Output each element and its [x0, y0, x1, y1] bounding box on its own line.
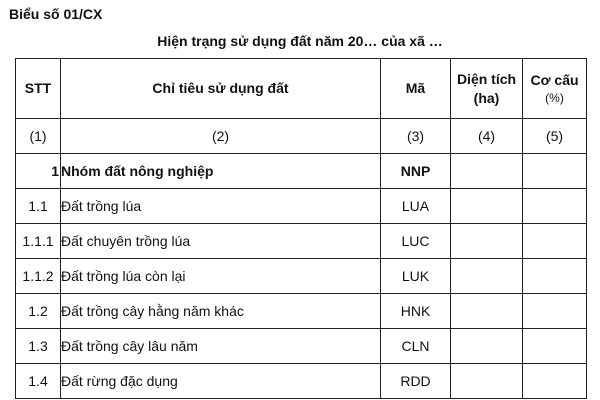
document-title: Hiện trạng sử dụng đất năm 20… của xã …	[157, 33, 443, 49]
row-indicator: Đất rừng đặc dụng	[61, 364, 381, 399]
table-row	[16, 189, 587, 224]
row-code: HNK	[381, 294, 451, 329]
column-number: (2)	[61, 119, 381, 154]
column-number: (3)	[381, 119, 451, 154]
form-code: Biểu số 01/CX	[9, 6, 103, 22]
row-indicator: Nhóm đất nông nghiệp	[61, 154, 381, 189]
row-stt: 1.1.2	[16, 259, 61, 294]
row-code: CLN	[381, 329, 451, 364]
row-area	[451, 294, 523, 329]
row-area	[451, 329, 523, 364]
row-structure	[523, 224, 587, 259]
header-structure-unit: (%)	[545, 90, 564, 105]
row-structure	[523, 364, 587, 399]
header-structure	[523, 59, 587, 119]
column-number: (1)	[16, 119, 61, 154]
header-area: Diện tích (ha)	[451, 59, 523, 119]
table-row	[16, 364, 587, 399]
row-structure	[523, 259, 587, 294]
column-number: (5)	[523, 119, 587, 154]
row-code: LUA	[381, 189, 451, 224]
row-stt: 1	[16, 154, 61, 189]
row-structure	[523, 294, 587, 329]
row-structure	[523, 154, 587, 189]
row-structure	[523, 329, 587, 364]
row-stt: 1.1.1	[16, 224, 61, 259]
header-structure-label: Cơ cấu	[530, 71, 579, 88]
row-area	[451, 154, 523, 189]
header-indicator: Chỉ tiêu sử dụng đất	[61, 59, 381, 119]
row-area	[451, 259, 523, 294]
row-area	[451, 189, 523, 224]
header-code: Mã	[381, 59, 451, 119]
row-indicator: Đất trồng cây lâu năm	[61, 329, 381, 364]
row-stt: 1.3	[16, 329, 61, 364]
row-code: NNP	[381, 154, 451, 189]
header-row	[16, 59, 587, 119]
header-stt: STT	[16, 59, 61, 119]
row-area	[451, 224, 523, 259]
table-row	[16, 154, 587, 189]
row-code: LUC	[381, 224, 451, 259]
row-structure	[523, 189, 587, 224]
column-number-row	[16, 119, 587, 154]
row-stt: 1.2	[16, 294, 61, 329]
row-indicator: Đất trồng lúa	[61, 189, 381, 224]
table-row	[16, 329, 587, 364]
row-code: LUK	[381, 259, 451, 294]
table-row	[16, 224, 587, 259]
row-stt: 1.1	[16, 189, 61, 224]
land-use-table	[15, 58, 587, 399]
row-indicator: Đất chuyên trồng lúa	[61, 224, 381, 259]
column-number: (4)	[451, 119, 523, 154]
table-row	[16, 259, 587, 294]
table-row	[16, 294, 587, 329]
row-stt: 1.4	[16, 364, 61, 399]
row-code: RDD	[381, 364, 451, 399]
row-area	[451, 364, 523, 399]
row-indicator: Đất trồng lúa còn lại	[61, 259, 381, 294]
row-indicator: Đất trồng cây hằng năm khác	[61, 294, 381, 329]
